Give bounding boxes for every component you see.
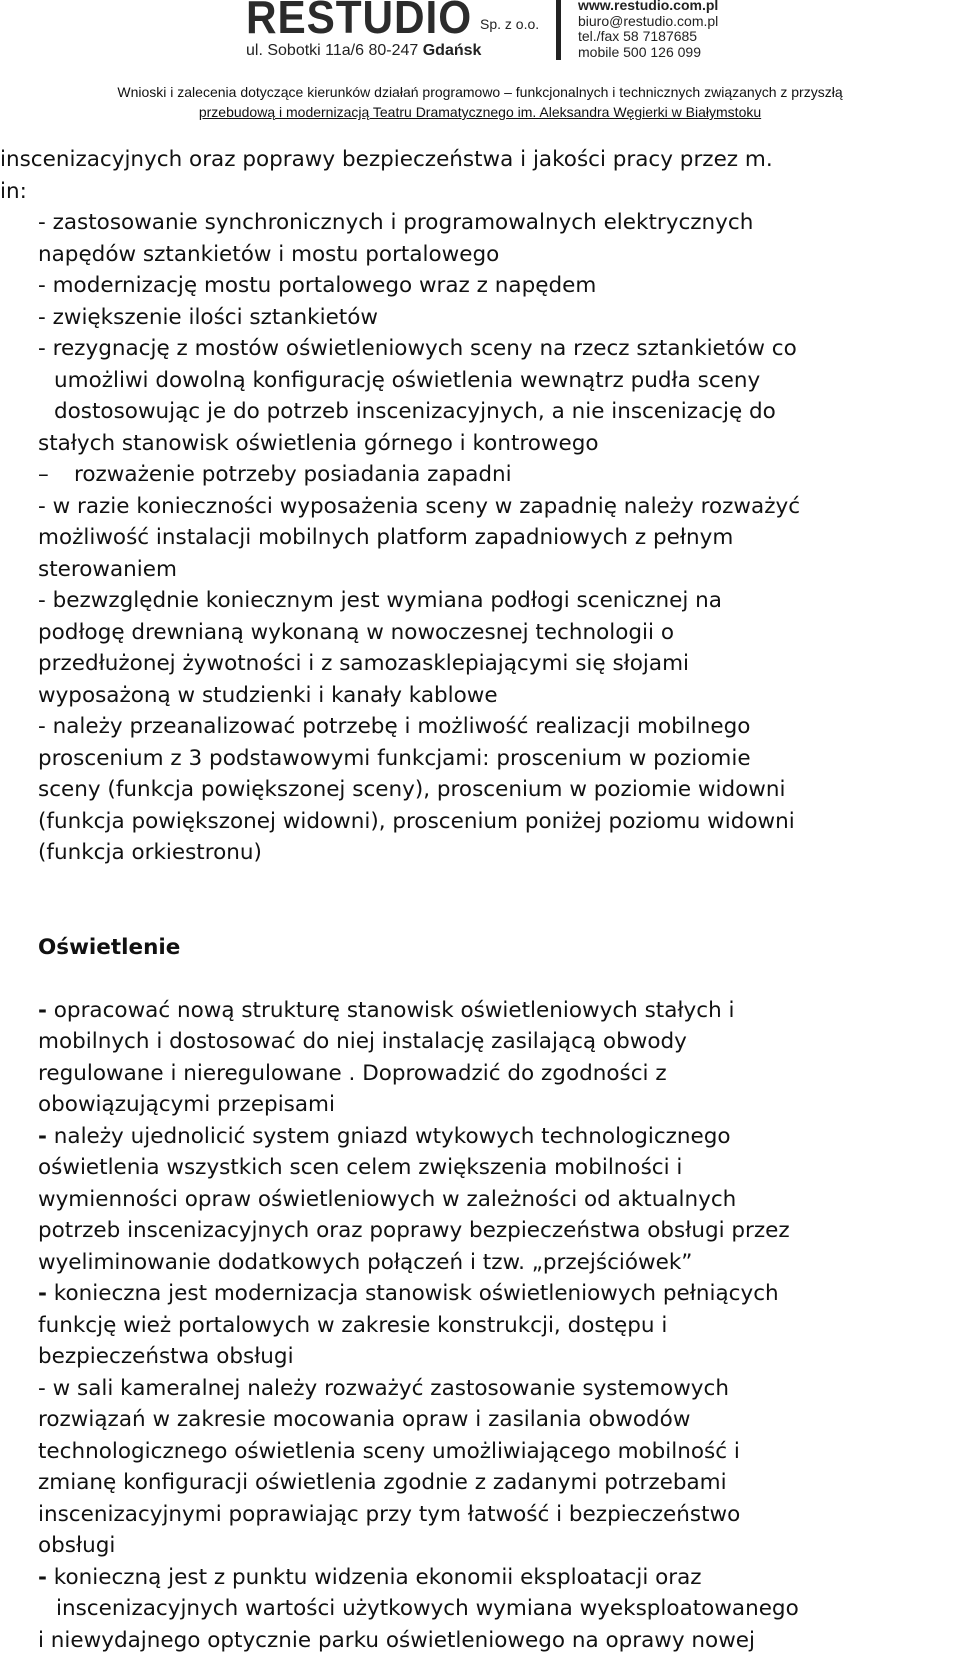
list-item: - zwiększenie ilości sztankietów [0,302,960,334]
spacer [0,963,960,995]
list-item: - bezwzględnie koniecznym jest wymiana podłogi scenicznej na [0,585,960,617]
text-line: oświetlenia wszystkich scen celem zwiększenia mobilności i [0,1152,960,1184]
list-item [0,459,960,491]
text-line: zmianę konfiguracji oświetlenia zgodnie z zadanymi potrzebami [0,1467,960,1499]
contact-fax: tel./fax 58 7187685 [578,29,718,45]
text-line: inscenizacyjnych wartości użytkowych wymiana wyeksploatowanego [0,1593,960,1625]
document-subtitle-line2: przebudową i modernizacją Teatru Dramatycznego im. Aleksandra Węgierki w Białymstoku [0,102,960,122]
contact-email: biuro@restudio.com.pl [578,14,718,30]
list-item-text: konieczna jest modernizacja stanowisk oświetleniowych pełniących [47,1281,779,1306]
text-line: podłogę drewnianą wykonaną w nowoczesnej technologii o [0,617,960,649]
list-item: - zastosowanie synchronicznych i programowalnych elektrycznych [0,207,960,239]
bold-dash: - [38,1281,47,1306]
company-suffix: Sp. z o.o. [480,16,539,32]
text-line: obsługi [0,1530,960,1562]
document-body [0,144,960,1656]
dash-marker: – [38,459,74,491]
text-line: możliwość instalacji mobilnych platform zapadniowych z pełnym [0,522,960,554]
text-line: umożliwi dowolną konfigurację oświetlenia wewnątrz pudła sceny [0,365,960,397]
list-item-text: opracować nową strukturę stanowisk oświetleniowych stałych i [47,998,735,1023]
text-line: sterowaniem [0,554,960,586]
list-item: - w razie konieczności wyposażenia sceny w zapadnię należy rozważyć [0,491,960,523]
list-item [0,995,960,1027]
text-line: bezpieczeństwa obsługi [0,1341,960,1373]
text-line: funkcję wież portalowych w zakresie konstrukcji, dostępu i [0,1310,960,1342]
company-address [246,42,481,60]
text-line: wyeliminowanie dodatkowych połączeń i tzw. „przejściówek” [0,1247,960,1279]
text-line: i niewydajnego optycznie parku oświetleniowego na oprawy nowej [0,1625,960,1656]
text-line: dostosowując je do potrzeb inscenizacyjnych, a nie inscenizację do [0,396,960,428]
contact-web: www.restudio.com.pl [578,0,718,14]
text-line: proscenium z 3 podstawowymi funkcjami: proscenium w poziomie [0,743,960,775]
text-line: rozwiązań w zakresie mocowania opraw i zasilania obwodów [0,1404,960,1436]
text-line: przedłużonej żywotności i z samozasklepiającymi się słojami [0,648,960,680]
text-line: potrzeb inscenizacyjnych oraz poprawy bezpieczeństwa obsługi przez [0,1215,960,1247]
text-line: wyposażoną w studzienki i kanały kablowe [0,680,960,712]
contact-block [578,0,718,60]
letterhead-divider [556,0,561,60]
list-item-text: konieczną jest z punktu widzenia ekonomii eksploatacji oraz [47,1565,702,1590]
text-line: inscenizacyjnych oraz poprawy bezpieczeństwa i jakości pracy przez m. [0,144,960,176]
address-city: Gdańsk [423,42,482,59]
section-heading: Oświetlenie [0,932,960,964]
bold-dash: - [38,1565,47,1590]
text-line: regulowane i nieregulowane . Doprowadzić do zgodności z [0,1058,960,1090]
text-line: napędów sztankietów i mostu portalowego [0,239,960,271]
text-line: obowiązującymi przepisami [0,1089,960,1121]
list-item [0,1121,960,1153]
list-item-text: rozważenie potrzeby posiadania zapadni [74,462,512,487]
list-item: - modernizację mostu portalowego wraz z napędem [0,270,960,302]
text-line: in: [0,176,960,208]
list-item: - rezygnację z mostów oświetleniowych sceny na rzecz sztankietów co [0,333,960,365]
text-line: (funkcja powiększonej widowni), proscenium poniżej poziomu widowni [0,806,960,838]
text-line: (funkcja orkiestronu) [0,837,960,869]
document-subtitle-line1: Wnioski i zalecenia dotyczące kierunków działań programowo – funkcjonalnych i technicznych związanych z przyszłą [0,82,960,102]
bold-dash: - [38,998,47,1023]
address-street: ul. Sobotki 11a/6 80-247 [246,42,423,59]
list-item: - w sali kameralnej należy rozważyć zastosowanie systemowych [0,1373,960,1405]
text-line: wymienności opraw oświetleniowych w zależności od aktualnych [0,1184,960,1216]
spacer [0,869,960,932]
text-line: technologicznego oświetlenia sceny umożliwiającego mobilność i [0,1436,960,1468]
text-line: stałych stanowisk oświetlenia górnego i kontrowego [0,428,960,460]
list-item-text: należy ujednolicić system gniazd wtykowych technologicznego [47,1124,731,1149]
text-line: mobilnych i dostosować do niej instalację zasilającą obwody [0,1026,960,1058]
company-logo: RESTUDIO [246,0,472,40]
text-line: inscenizacyjnymi poprawiając przy tym łatwość i bezpieczeństwo [0,1499,960,1531]
letterhead [0,0,960,96]
list-item [0,1278,960,1310]
bold-dash: - [38,1124,47,1149]
contact-mobile: mobile 500 126 099 [578,45,718,61]
text-line: sceny (funkcja powiększonej sceny), proscenium w poziomie widowni [0,774,960,806]
list-item [0,1562,960,1594]
list-item: - należy przeanalizować potrzebę i możliwość realizacji mobilnego [0,711,960,743]
